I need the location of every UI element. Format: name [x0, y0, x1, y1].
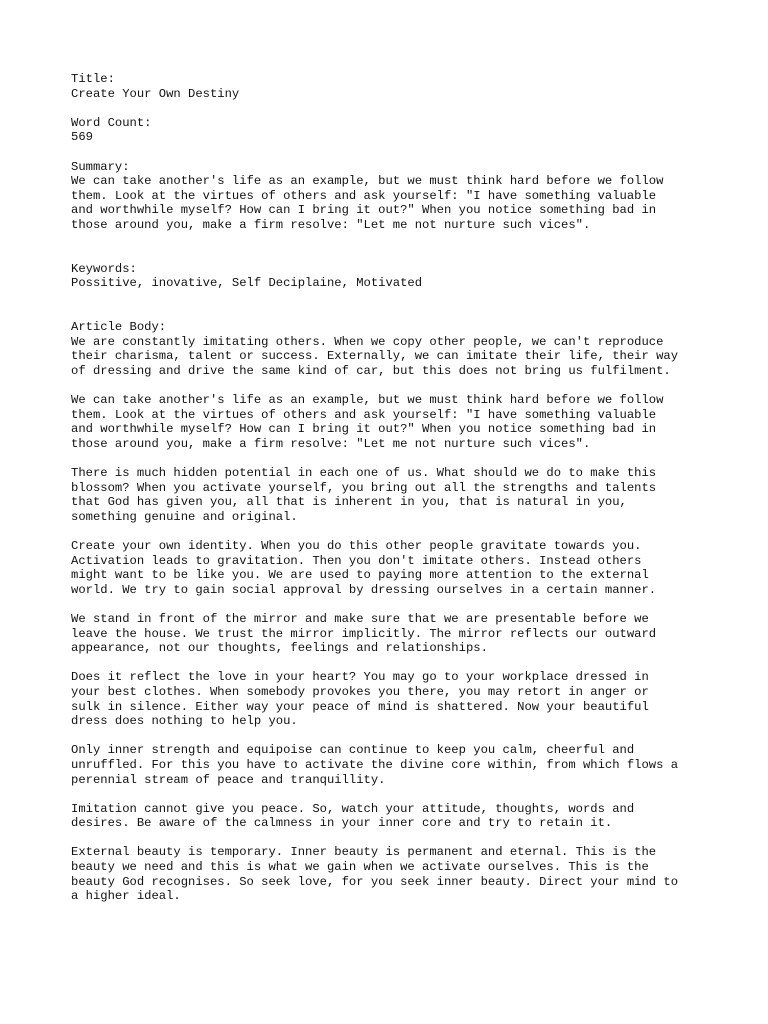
- paragraph-line: External beauty is temporary. Inner beauty is permanent and eternal. This is the: [71, 845, 657, 860]
- paragraph-line: blossom? When you activate yourself, you bring out all the strengths and talents: [71, 480, 657, 495]
- spacer: [71, 787, 711, 802]
- paragraph-line: We stand in front of the mirror and make sure that we are presentable before we: [71, 611, 649, 626]
- paragraph-line: of dressing and drive the same kind of car, but this does not bring us fulfilment.: [71, 363, 671, 378]
- spacer: [71, 101, 711, 116]
- paragraph-line: There is much hidden potential in each one of us. What should we do to make this: [71, 466, 657, 481]
- spacer: [71, 597, 711, 612]
- summary-line: those around you, make a firm resolve: "Let me not nurture such vices".: [71, 217, 591, 232]
- paragraph-line: Does it reflect the love in your heart? You may go to your workplace dressed in: [71, 670, 649, 685]
- spacer: [71, 831, 711, 846]
- paragraph: [71, 743, 711, 787]
- document-title: Create Your Own Destiny: [71, 86, 240, 101]
- paragraph-line: We are constantly imitating others. When we copy other people, we can't reproduce: [71, 334, 664, 349]
- paragraph-line: unruffled. For this you have to activate the divine core within, from which flows a: [71, 757, 679, 772]
- paragraph-line: Imitation cannot give you peace. So, watch your attitude, thoughts, words and: [71, 801, 635, 816]
- summary-label: Summary:: [71, 159, 130, 174]
- spacer: [71, 247, 711, 262]
- paragraph-line: Only inner strength and equipoise can continue to keep you calm, cheerful and: [71, 743, 635, 758]
- paragraph-line: appearance, not our thoughts, feelings and relationships.: [71, 641, 488, 656]
- spacer: [71, 729, 711, 744]
- spacer: [71, 233, 711, 248]
- word-count-value: 569: [71, 130, 93, 145]
- summary-line: We can take another's life as an example, but we must think hard before we follow: [71, 174, 664, 189]
- paragraph-line: beauty we need and this is what we gain when we activate ourselves. This is the: [71, 860, 649, 875]
- spacer: [71, 291, 711, 306]
- paragraph-line: their charisma, talent or success. Externally, we can imitate their life, their way: [71, 349, 679, 364]
- summary-line: them. Look at the virtues of others and ask yourself: "I have something valuable: [71, 188, 657, 203]
- paragraph-line: world. We try to gain social approval by dressing ourselves in a certain manner.: [71, 582, 657, 597]
- paragraph: [71, 466, 711, 524]
- paragraph-line: Create your own identity. When you do this other people gravitate towards you.: [71, 539, 642, 553]
- paragraph-line: and worthwhile myself? How can I bring it out?" When you notice something bad in: [71, 422, 657, 437]
- spacer: [71, 145, 711, 160]
- paragraph-line: a higher ideal.: [71, 889, 181, 904]
- paragraph-line: dress does nothing to help you.: [71, 714, 298, 729]
- word-count-label: Word Count:: [71, 115, 152, 130]
- summary-text: [71, 174, 711, 232]
- title-label: Title:: [71, 72, 115, 86]
- paragraph: [71, 335, 711, 379]
- summary-line: and worthwhile myself? How can I bring it out?" When you notice something bad in: [71, 203, 657, 218]
- paragraph: [71, 393, 711, 451]
- paragraph-line: might want to be like you. We are used to paying more attention to the external: [71, 568, 649, 583]
- spacer: [71, 451, 711, 466]
- paragraph-line: those around you, make a firm resolve: "Let me not nurture such vices".: [71, 436, 591, 451]
- paragraph-line: We can take another's life as an example, but we must think hard before we follow: [71, 393, 664, 408]
- document-page: [71, 72, 711, 904]
- paragraph: [71, 612, 711, 656]
- paragraph-line: leave the house. We trust the mirror implicitly. The mirror reflects our outward: [71, 626, 657, 641]
- spacer: [71, 306, 711, 321]
- paragraph-line: something genuine and original.: [71, 509, 298, 524]
- spacer: [71, 656, 711, 671]
- keywords-value: Possitive, inovative, Self Deciplaine, Motivated: [71, 276, 423, 291]
- paragraph-line: them. Look at the virtues of others and ask yourself: "I have something valuable: [71, 407, 657, 422]
- keywords-label: Keywords:: [71, 261, 137, 276]
- paragraph-line: your best clothes. When somebody provokes you there, you may retort in anger or: [71, 684, 649, 699]
- paragraph: [71, 670, 711, 728]
- paragraph-line: beauty God recognises. So seek love, for you seek inner beauty. Direct your mind to: [71, 874, 679, 889]
- paragraph-line: desires. Be aware of the calmness in your inner core and try to retain it.: [71, 816, 613, 831]
- spacer: [71, 378, 711, 393]
- paragraph-line: perennial stream of peace and tranquillity.: [71, 772, 386, 787]
- paragraph-line: Activation leads to gravitation. Then you don't imitate others. Instead others: [71, 553, 642, 568]
- article-body-label: Article Body:: [71, 320, 167, 335]
- paragraph-line: sulk in silence. Either way your peace of mind is shattered. Now your beautiful: [71, 699, 649, 714]
- paragraph: [71, 845, 711, 903]
- paragraph: [71, 539, 711, 597]
- paragraph-line: that God has given you, all that is inherent in you, that is natural in you,: [71, 495, 627, 510]
- paragraph: [71, 802, 711, 831]
- spacer: [71, 524, 711, 539]
